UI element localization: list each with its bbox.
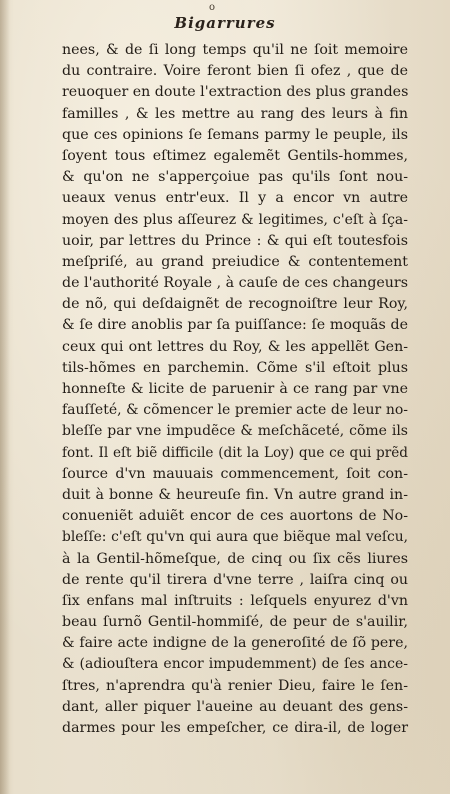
gutter-shadow bbox=[0, 0, 10, 794]
text-line: de l'authorité Royale , à cauſe de ces changeurs bbox=[62, 275, 408, 292]
text-line: ſource d'vn mauuais commencement, ſoit con- bbox=[62, 465, 408, 482]
text-line: nees, & de ſi long temps qu'il ne ſoit memoire bbox=[62, 42, 408, 58]
text-line: reuoquer en doute l'extraction des plus grandes bbox=[62, 84, 409, 101]
text-line: & (adiouſtera encor impudemment) de ſes ance- bbox=[62, 656, 408, 673]
text-line: tils-hõmes en parchemin. Cõme s'il eſtoit plus bbox=[62, 359, 408, 376]
text-line: familles , & les mettre au rang des leurs à fin bbox=[62, 105, 408, 122]
text-line: & faire acte indigne de la generoſité de ſõ pere, bbox=[62, 635, 408, 652]
text-line: ſtres, n'aprendra qu'à renier Dieu, faire le ſen- bbox=[62, 677, 408, 694]
text-line: ſoyent tous eſtimez egalemẽt Gentils-hommes, bbox=[62, 147, 408, 164]
running-head: Bigarrures bbox=[174, 14, 276, 32]
text-line: que ces opinions ſe ſemans parmy le peuple, ils bbox=[62, 126, 408, 143]
signature-mark: o bbox=[208, 2, 216, 13]
text-line: à la Gentil-hõmeſque, de cinq ou ſix cẽs liures bbox=[62, 550, 408, 567]
text-line: & ſe dire anoblis par ſa puiſſance: ſe moquãs de bbox=[62, 317, 408, 334]
text-line: ueaux venus entr'eux. Il y a encor vn autre bbox=[62, 190, 408, 207]
text-line: meſpriſé, au grand preiudice & contentement bbox=[62, 253, 408, 270]
text-line: du contraire. Voire feront bien ſi ofez , que de bbox=[62, 63, 408, 80]
text-line: dant, aller piquer l'aueine au deuant des gens- bbox=[62, 698, 408, 715]
text-line: fauſſeté, & cõmencer le premier acte de leur no- bbox=[62, 402, 408, 419]
text-line: moyen des plus aſſeurez & legitimes, c'eſt à ſça- bbox=[62, 211, 408, 228]
text-line: de nõ, qui deſdaignẽt de recognoiſtre leur Roy, bbox=[62, 296, 408, 313]
text-line: beau ſurnõ Gentil-hommiſé, de peur de s'auilir, bbox=[62, 614, 408, 631]
text-line: bleſſe: c'eſt qu'vn qui aura que biẽque mal veſcu, bbox=[62, 529, 408, 546]
body-text bbox=[62, 40, 408, 739]
text-line: darmes pour les empeſcher, ce dira-il, de loger bbox=[62, 720, 408, 736]
text-line: honneſte & licite de paruenir à ce rang par vne bbox=[62, 381, 408, 397]
text-line: & qu'on ne s'apperçoiue pas qu'ils ſont nou- bbox=[62, 169, 408, 186]
text-line: duit à bonne & heureuſe fin. Vn autre grand in- bbox=[62, 486, 408, 503]
text-line: bleſſe par vne impudẽce & meſchãceté, cõme ils bbox=[62, 423, 408, 440]
text-line: uoir, par lettres du Prince : & qui eſt toutesfois bbox=[62, 232, 408, 249]
text-line: ſix enfans mal inſtruits : leſquels enyurez d'vn bbox=[62, 592, 408, 609]
text-line: font. Il eſt biẽ difficile (dit la Loy) que ce qui prẽd bbox=[62, 444, 408, 461]
text-line: de rente qu'il tirera d'vne terre , laiſra cinq ou bbox=[62, 571, 408, 588]
text-line: conueniẽt aduiẽt encor de ces auortons de No- bbox=[62, 508, 408, 525]
text-line: ceux qui ont lettres du Roy, & les appellẽt Gen- bbox=[62, 338, 408, 355]
